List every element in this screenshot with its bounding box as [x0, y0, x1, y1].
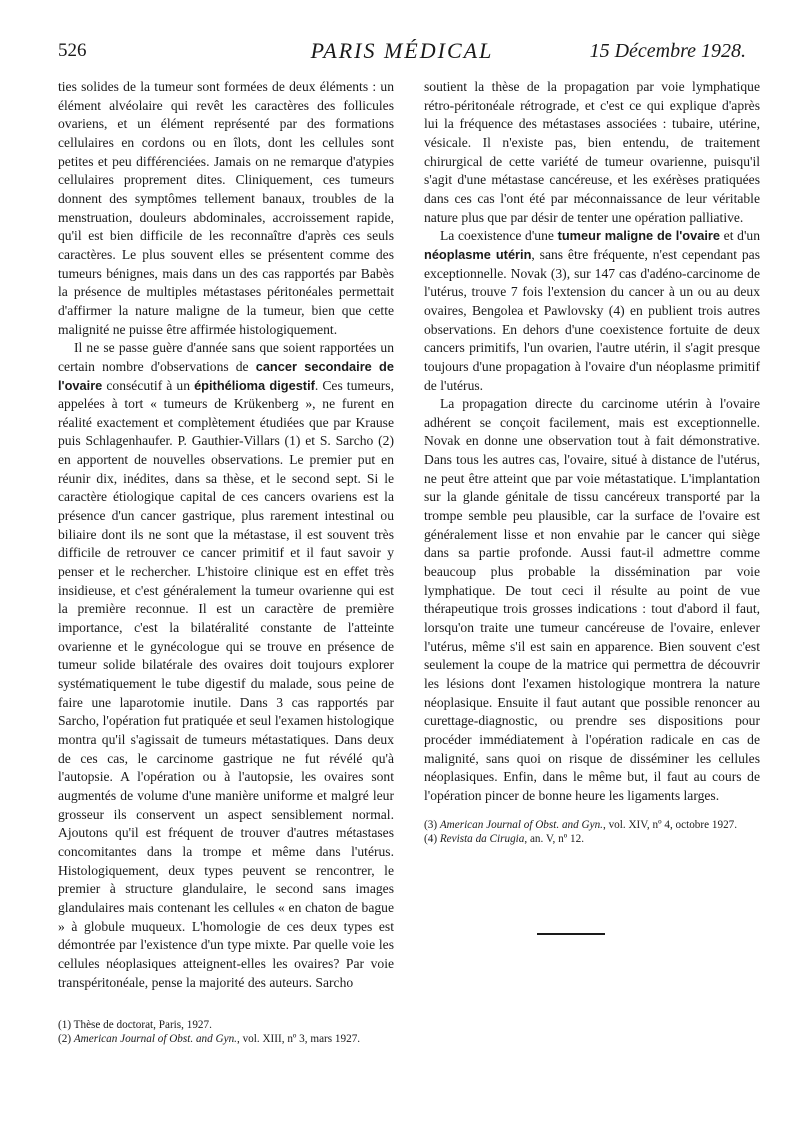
right-column	[424, 78, 760, 846]
paragraph: ties solides de la tumeur sont formées de deux éléments : un élément alvéolaire qui revêt les caractères des follicules ovariens, et un élément représenté par des formations cellulaires en cordons ou en îlots, dont les cellules sont petites et peu différenciées. Jamais on ne remarque d'atypies cellulaires proprement dites. Cliniquement, ces tumeurs donnent des symptômes tellement banaux, troubles de la menstruation, douleurs abdominales, accroissement rapide, qu'il est bien difficile de les reconnaître d'après ces seuls caractères. Le plus souvent elles se présentent comme des tumeurs bénignes, mais dans un des cas rapportés par Babès la présence de multiples métastases péritonéales permettait d'affirmer la nature maligne de la tumeur, bien que cette malignité ne puisse être affirmée histologiquement.	[58, 79, 394, 337]
bold-term: épithélioma digestif	[194, 377, 315, 393]
text-run: , vol. XIII, nº 3, mars 1927.	[236, 1033, 361, 1045]
footnote	[58, 1032, 394, 1046]
bold-term: tumeur maligne de l'ovaire	[557, 228, 721, 244]
text-run: , vol. XIV, nº 4, octobre 1927.	[602, 818, 738, 831]
paragraph: La propagation directe du carcinome utérin à l'ovaire adhérent se conçoit facilement, mais est exceptionnelle. Novak en donne une observation tout à fait démonstrative. Dans tous les autres cas, l'ovaire, situé à distance de l'utérus, ne peut être atteint que par voie métastatique. L'implantation sur la glande génitale de tissu cancéreux transporté par la trompe semble peu plausible, car la surface de l'ovaire est généralement lisse et non envahie par le cancer qui siège dans sa partie profonde. Aussi faut-il admettre comme beaucoup plus probable la dissémination par voie lymphatique. De tout ceci il résulte au point de vue thérapeutique trois grosses indications : tout d'abord il faut, lorsqu'on traite une tumeur cancéreuse de l'ovaire, enlever l'utérus, même s'il est sain en apparence. Bien souvent c'est seulement la coupe de la matrice qui permettra de découvrir les lésions dont l'examen histologique montrera la nature néoplasique. Ensuite il faut autant que possible renoncer au curettage-diagnostic, ou prendre ses dispositions pour procéder immédiatement à l'opération radicale en cas de malignité, sans quoi on risque de disséminer les cellules néoplasiques. Enfin, dans le même but, il faut au cours de l'opération pincer de bonne heure les ligaments larges.	[424, 396, 760, 803]
text-run: (2)	[58, 1033, 74, 1045]
citation-title: American Journal of Obst. and Gyn.	[439, 818, 603, 831]
bold-term: cancer secondaire de l'ovaire	[58, 358, 394, 393]
text-run: , an. V, nº 12.	[524, 832, 584, 845]
section-divider	[537, 933, 605, 935]
journal-title: PARIS MÉDICAL	[310, 38, 494, 63]
paragraph	[58, 339, 394, 992]
text-run: , sans être fréquente, n'est cependant pas exceptionnelle. Novak (3), sur 147 cas d'adéno-carcinome de l'utérus, trouve 7 fois l'extension du cancer à un ou au deux ovaires, Bengolea et Pawlovsky (4) en publient trois autres observations. En dehors d'une coexistence fortuite de deux cancers primitifs, l'un ovarien, l'autre utérin, il s'agit presque toujours d'une propagation à l'ovaire d'un néoplasme primitif de l'utérus.	[424, 246, 760, 393]
page-number: 526	[58, 40, 87, 61]
footnotes-left	[58, 1018, 394, 1046]
text-run: (3)	[424, 818, 440, 831]
footnote	[424, 818, 760, 832]
footnote: (1) Thèse de doctorat, Paris, 1927.	[58, 1019, 212, 1031]
text-run: Il ne se passe guère d'année sans que soient rapportées un certain nombre d'observations de	[58, 340, 394, 374]
text-run: La coexistence d'une	[440, 228, 558, 244]
citation-title: American Journal of Obst. and Gyn.	[73, 1033, 237, 1045]
text-run: . Ces tumeurs, appelées à tort « tumeurs de Krükenberg », ne furent en réalité exactement et complètement étudiées que par Krause puis Schlagenhaufer. P. Gauthier-Villars (1) et S. Sarcho (2) en apportent de nouvelles observations. Le premier put en réunir dix, inédites, dans sa thèse, et le second sept. Si le caractère étiologique capital de ces cancers ovariens est la présence d'un cancer gastrique, plus rarement intestinal ou biliaire dont ils ne sont que la métastase, il est souvent très difficile de retrouver ce cancer primitif et il faut savoir y penser et le rechercher. L'histoire clinique est en effet très insidieuse, et c'est généralement la tumeur ovarienne qui est la première reconnue. Il est un caractère de première importance, c'est la bilatéralité constante de l'atteinte ovarienne et le gynécologue qui se trouve en présence de tumeur solide bilatérale des ovaires doit toujours explorer systématiquement le tube digestif du malade, sous peine de faire une laparotomie inutile. Dans 3 cas rapportés par Sarcho, l'opération fut pratiquée et seul l'examen histologique montra qu'il s'agissait de tumeurs métastatiques. Dans deux de ces cas, le carcinome gastrique ne fut révélé qu'à l'autopsie. A l'opération ou à l'autopsie, les ovaires sont augmentés de volume d'une manière uniforme et malgré leur grosseur ils conservent un aspect sensiblement normal. Ajoutons qu'il est fréquent de trouver d'autres métastases concomitantes dans la trompe et même dans l'utérus. Histologiquement, deux types peuvent se rencontrer, le premier à structure glandulaire, le second sans images glandulaires mais contenant les cellules « en chaton de bague » à globule muqueux. L'homologie de ces deux types est démontrée par l'existence d'un type mixte. Par quelle voie les cellules néoplasiques atteignent-elles les ovaires? Par voie transpéritonéale, pense la majorité des auteurs. Sarcho	[58, 377, 394, 990]
footnote	[424, 832, 760, 846]
footnotes-right	[424, 818, 760, 846]
paragraph	[424, 227, 760, 395]
page-header	[58, 40, 746, 66]
bold-term: néoplasme utérin	[424, 246, 532, 262]
issue-date: 15 Décembre 1928.	[589, 40, 746, 62]
text-run: (4)	[424, 832, 440, 845]
left-column	[58, 78, 394, 992]
citation-title: Revista da Cirugia	[439, 832, 525, 845]
paragraph: soutient la thèse de la propagation par voie lymphatique rétro-péritonéale rétrograde, et c'est ce qui explique d'après lui la fréquence des métastases associées : tubaire, utérine, vésicale. Il n'existe pas, bien entendu, de traitement chirurgical de cette variété de tumeur ovarienne, puisqu'il s'agit d'une métastase cancéreuse, et les exérèses pratiquées dans ces cas l'ont été par méconnaissance de leur véritable nature plus que par désir de tenter une opération palliative.	[424, 79, 760, 225]
text-run: et d'un	[720, 228, 760, 244]
text-run: consécutif à un	[102, 377, 195, 393]
